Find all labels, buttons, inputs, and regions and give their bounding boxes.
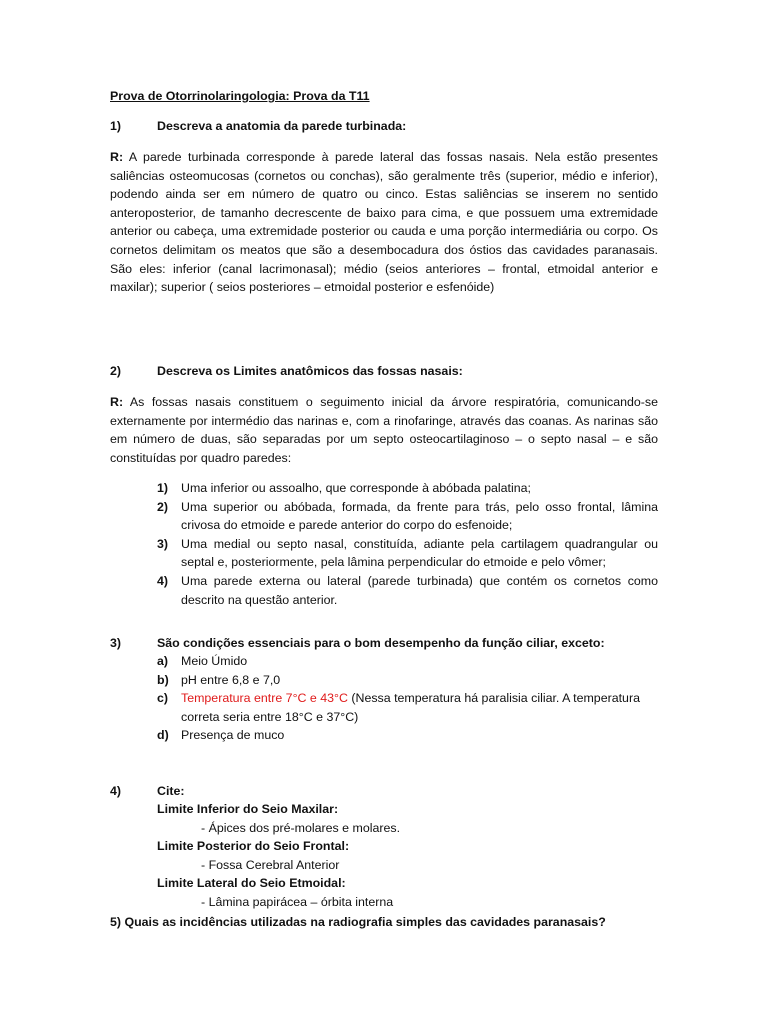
limit-value: - Lâmina papirácea – órbita interna [201,894,394,909]
question-3-number: 3) [110,636,122,650]
question-2-number: 2) [110,364,122,378]
question-2-text: Descreva os Limites anatômicos das fossas nasais: [157,364,463,378]
limits-list [110,800,658,912]
question-4-number: 4) [110,784,122,798]
question-4-text: Cite: [157,784,185,798]
limit-label: Limite Posterior do Seio Frontal: [157,839,350,854]
question-1 [110,117,658,136]
limit-value: - Ápices dos pré-molares e molares. [201,820,401,835]
list-item: 1) Uma inferior ou assoalho, que corresponde à abóbada palatina; [157,481,531,495]
question-5: 5) Quais as incidências utilizadas na radiografia simples das cavidades paranasais? [110,915,606,929]
question-1-text: Descreva a anatomia da parede turbinada: [157,119,407,133]
option-a: a) Meio Úmido [157,654,248,668]
answer-1 [110,148,658,297]
answer-1-label: R: [110,150,124,164]
option-c-highlight: Temperatura entre 7°C e 43°C [181,691,348,706]
question-4 [110,782,658,801]
question-1-number: 1) [110,119,122,133]
question-2 [110,362,658,381]
walls-list [157,479,658,609]
question-3 [110,634,658,653]
answer-2-label: R: [110,395,124,409]
list-item: 4) Uma parede externa ou lateral (parede turbinada) que contém os cornetos como descrito na questão anterior. [157,573,658,607]
answer-2 [110,393,658,467]
answer-1-text: A parede turbinada corresponde à parede lateral das fossas nasais. Nela estão presentes saliências osteomucosas (cornetos ou conchas), são geralmente três (superior, médio e inferior), podendo ainda ser em número de quatro ou cinco. Estas saliências se inserem no sentido anteroposterior, de tamanho decrescente de baixo para cima, e que possuem uma extremidade anterior ou cabeça, uma extremidade posterior ou cauda e uma porção intermediária ou corpo. Os cornetos delimitam os meatos que são a desembocadura dos óstios das cavidades paranasais. São eles: inferior (canal lacrimonasal); médio (seios anteriores – frontal, etmoidal anterior e maxilar); superior ( seios posteriores – etmoidal posterior e esfenóide) [110,150,658,295]
document-title: Prova de Otorrinolaringologia: Prova da T11 [110,89,370,103]
limit-value: - Fossa Cerebral Anterior [201,857,340,872]
question-3-text: São condições essenciais para o bom desempenho da função ciliar, exceto: [157,636,605,650]
option-c-note: (Nessa temperatura há paralisia ciliar. A temperatura correta seria entre 18°C e 37°C) [181,691,640,724]
option-c: c) Temperatura entre 7°C e 43°C (Nessa temperatura há paralisia ciliar. A temperatura correta seria entre 18°C e 37°C) [157,691,640,724]
list-item: 2) Uma superior ou abóbada, formada, da frente para trás, pelo osso frontal, lâmina crivosa do etmoide e parede anterior do corpo do esfenoide; [157,499,658,533]
answer-2-text: As fossas nasais constituem o seguimento inicial da árvore respiratória, comunicando-se externamente por intermédio das narinas e, com a rinofaringe, através das coanas. As narinas são em número de duas, são separadas por um septo osteocartilaginoso – o septo nasal – e são constituídas por quadro paredes: [110,395,658,465]
option-b: b) pH entre 6,8 e 7,0 [157,672,281,687]
options-list [157,652,658,745]
limit-label: Limite Inferior do Seio Maxilar: [157,802,339,816]
list-item: 3) Uma medial ou septo nasal, constituída, adiante pela cartilagem quadrangular ou septal e, posteriormente, pela lâmina perpendicular do etmoide e pelo vômer; [157,536,658,570]
option-d: d) Presença de muco [157,728,285,743]
limit-label: Limite Lateral do Seio Etmoidal: [157,876,346,891]
